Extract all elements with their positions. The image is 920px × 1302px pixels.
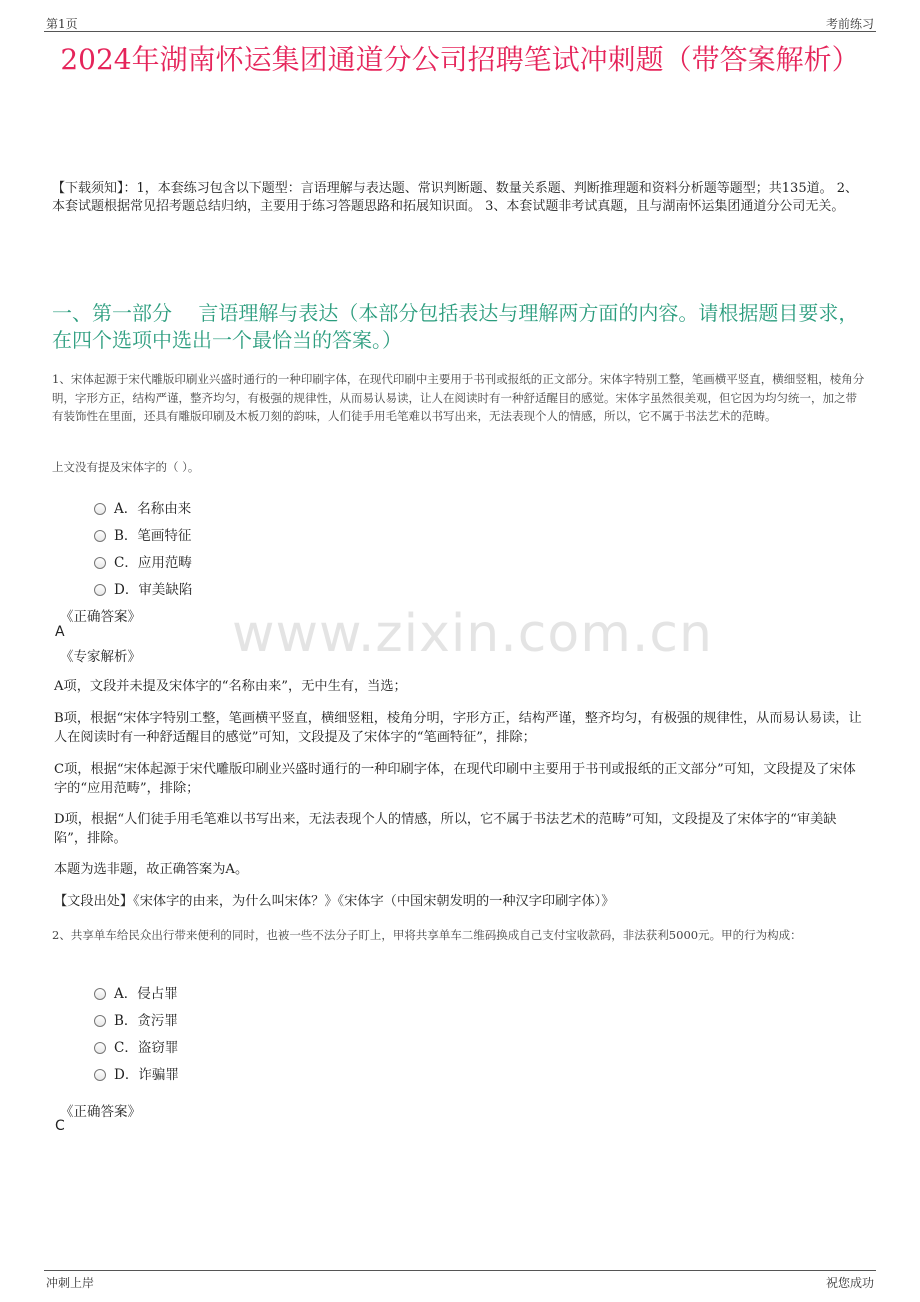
header-label: 考前练习 <box>825 17 874 31</box>
footer-left: 冲刺上岸 <box>46 1276 95 1290</box>
watermark: www.zixin.com.cn <box>232 604 713 664</box>
q1-answer-label: 《正确答案》 <box>60 609 141 625</box>
q1-source: 【文段出处】《宋体字的由来，为什么叫宋体？》《宋体字（中国宋朝发明的一种汉字印刷字体）》 <box>54 894 615 909</box>
radio-icon[interactable] <box>94 1069 106 1081</box>
download-notice: 【下载须知】：1，本套练习包含以下题型：言语理解与表达题、常识判断题、数量关系题、判断推理题和资料分析题等题型；共135道。 2、本套试题根据常见招考题总结归纳，主要用于练习答题思路和拓展知识面。 3、本套试题非考试真题，且与湖南怀运集团通道分公司无关。 <box>52 181 858 214</box>
q1-option-b[interactable]: B．笔画特征 <box>94 524 191 544</box>
radio-icon[interactable] <box>94 557 106 569</box>
radio-icon[interactable] <box>94 530 106 542</box>
q1-analysis-b: B项，根据“宋体字特别工整，笔画横平竖直，横细竖粗，棱角分明，字形方正，结构严谨，整齐均匀，有极强的规律性，从而易认易读，让人在阅读时有一种舒适醒目的感觉”可知，文段提及了宋体字的“笔画特征”，排除； <box>54 711 862 745</box>
q2-answer: C <box>55 1118 65 1134</box>
q2-option-a[interactable]: A．侵占罪 <box>94 982 178 1002</box>
footer-right: 祝您成功 <box>825 1276 874 1290</box>
q1-analysis-d: D项，根据“人们徒手用毛笔难以书写出来，无法表现个人的情感，所以，它不属于书法艺术的范畴”可知，文段提及了宋体字的“审美缺陷”，排除。 <box>54 812 837 846</box>
question-1-stem: 上文没有提及宋体字的（ ）。 <box>52 460 200 474</box>
q1-option-d[interactable]: D．审美缺陷 <box>94 578 192 598</box>
q1-analysis-c: C项，根据“宋体起源于宋代雕版印刷业兴盛时通行的一种印刷字体，在现代印刷中主要用于书刊或报纸的正文部分”可知，文段提及了宋体字的“应用范畴”，排除； <box>54 762 856 796</box>
q1-conclusion: 本题为选非题，故正确答案为A。 <box>54 862 249 877</box>
q1-answer: A <box>55 624 65 640</box>
q2-option-d[interactable]: D．诈骗罪 <box>94 1063 179 1083</box>
radio-icon[interactable] <box>94 584 106 596</box>
q2-option-b[interactable]: B．贪污罪 <box>94 1009 178 1029</box>
section-heading: 一、第一部分 言语理解与表达（本部分包括表达与理解两方面的内容。请根据题目要求，在四个选项中选出一个最恰当的答案。） <box>52 301 859 352</box>
page-header <box>44 14 876 32</box>
question-2-text: 2、共享单车给民众出行带来便利的同时，也被一些不法分子盯上，甲将共享单车二维码换成自己支付宝收款码，非法获利5000元。甲的行为构成： <box>52 928 802 942</box>
q1-option-a[interactable]: A．名称由来 <box>94 497 191 517</box>
radio-icon[interactable] <box>94 1015 106 1027</box>
page-number: 第1页 <box>46 17 78 31</box>
q1-analysis-label: 《专家解析》 <box>60 649 141 665</box>
q1-analysis-a: A项，文段并未提及宋体字的“名称由来”，无中生有，当选； <box>54 679 407 694</box>
page-footer <box>44 1270 876 1294</box>
question-1-text: 1、宋体起源于宋代雕版印刷业兴盛时通行的一种印刷字体，在现代印刷中主要用于书刊或报纸的正文部分。宋体字特别工整，笔画横平竖直，横细竖粗，棱角分明，字形方正，结构严谨，整齐均匀，有极强的规律性，从而易认易读，让人在阅读时有一种舒适醒目的感觉。宋体字虽然很美观，但它因为均匀统一，加之带有装饰性在里面，还具有雕版印刷及木板刀刻的韵味，人们徒手用毛笔难以书写出来，无法表现个人的情感，所以，它不属于书法艺术的范畴。 <box>52 372 865 423</box>
radio-icon[interactable] <box>94 503 106 515</box>
radio-icon[interactable] <box>94 1042 106 1054</box>
document-title: 2024年湖南怀运集团通道分公司招聘笔试冲刺题（带答案解析） <box>60 43 860 76</box>
radio-icon[interactable] <box>94 988 106 1000</box>
q2-option-c[interactable]: C．盗窃罪 <box>94 1036 178 1056</box>
q1-option-c[interactable]: C．应用范畴 <box>94 551 192 571</box>
q2-answer-label: 《正确答案》 <box>60 1104 141 1120</box>
